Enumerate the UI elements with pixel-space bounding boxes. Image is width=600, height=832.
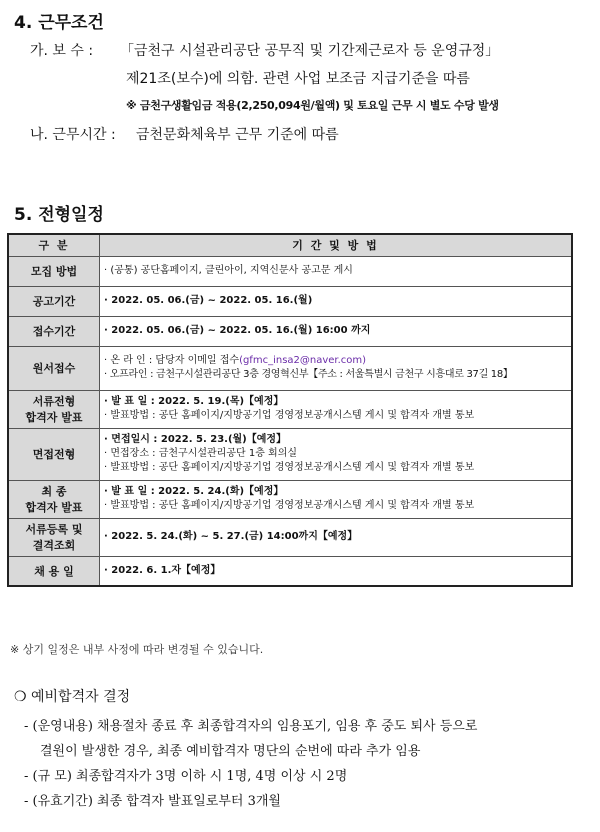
row-category: 서류등록 및 결격조회	[8, 518, 100, 556]
row-line: · 발표방법 : 공단 홈페이지/지방공기업 경영정보공개시스템 게시 및 합격자 개별 통보	[104, 410, 475, 421]
row-line: · 2022. 5. 24.(화) ~ 5. 27.(금) 14:00까지【예정】	[104, 531, 358, 542]
row-line: · 발 표 일 : 2022. 5. 19.(목)【예정】	[104, 396, 284, 407]
table-row	[8, 316, 572, 346]
table-row	[8, 390, 572, 428]
row-line: · 발표방법 : 공단 홈페이지/지방공기업 경영정보공개시스템 게시 및 합격자 개별 통보	[104, 500, 475, 511]
reserve-item1-line1: - (운영내용) 채용절차 종료 후 최종합격자의 임용포기, 임용 후 중도 퇴사 등으로	[24, 719, 478, 734]
row-category: 최 종 합격자 발표	[8, 480, 100, 518]
row-category: 원서접수	[8, 346, 100, 390]
table-row	[8, 286, 572, 316]
row-line: · 오프라인 : 금천구시설관리공단 3층 경영혁신부【주소 : 서울특별시 금천구 시흥대로 37길 18】	[104, 369, 513, 380]
row-category: 공고기간	[8, 286, 100, 316]
hours-text: 금천문화체육부 근무 기준에 따름	[136, 127, 339, 143]
table-row	[8, 556, 572, 586]
table-row	[8, 346, 572, 390]
table-row	[8, 256, 572, 286]
row-category: 모집 방법	[8, 256, 100, 286]
pay-label: 가. 보 수 :	[30, 43, 94, 59]
section5-heading: 5. 전형일정	[14, 205, 104, 225]
reserve-item1-line2: 결원이 발생한 경우, 최종 예비합격자 명단의 순번에 따라 추가 임용	[40, 744, 421, 759]
reserve-heading: ❍ 예비합격자 결정	[14, 689, 131, 705]
table-row	[8, 518, 572, 556]
row-category: 서류전형 합격자 발표	[8, 390, 100, 428]
header-category: 구 분	[8, 234, 100, 256]
schedule-note: ※ 상기 일정은 내부 사정에 따라 변경될 수 있습니다.	[10, 643, 264, 656]
email-address: (gfmc_insa2@naver.com)	[239, 355, 367, 366]
row-line: · 2022. 6. 1.자【예정】	[104, 564, 221, 576]
row-line: · 면접장소 : 금천구시설관리공단 1층 회의실	[104, 448, 298, 459]
pay-line2: 제21조(보수)에 의함. 관련 사업 보조금 지급기준을 따름	[126, 71, 470, 87]
row-line: · 발표방법 : 공단 홈페이지/지방공기업 경영정보공개시스템 게시 및 합격자 개별 통보	[104, 462, 475, 473]
schedule-table	[7, 233, 573, 587]
row-line: · 2022. 05. 06.(금) ~ 2022. 05. 16.(월) 16:00 까지	[104, 325, 371, 336]
row-line: · 2022. 05. 06.(금) ~ 2022. 05. 16.(월)	[104, 295, 313, 306]
table-row	[8, 428, 572, 480]
hours-label: 나. 근무시간 :	[30, 127, 116, 143]
header-method: 기 간 및 방 법	[100, 234, 573, 256]
row-category: 면접전형	[8, 428, 100, 480]
pay-line1: 「금천구 시설관리공단 공무직 및 기간제근로자 등 운영규정」	[120, 43, 500, 59]
row-line: · 온 라 인 : 담당자 이메일 접수	[104, 355, 240, 366]
row-line: · 발 표 일 : 2022. 5. 24.(화)【예정】	[104, 486, 284, 497]
row-line: · (공통) 공단홈페이지, 클린아이, 지역신문사 공고문 게시	[104, 265, 353, 276]
table-row	[8, 480, 572, 518]
row-category: 채 용 일	[8, 556, 100, 586]
row-line: · 면접일시 : 2022. 5. 23.(월)【예정】	[104, 434, 287, 445]
reserve-item2: - (규 모) 최종합격자가 3명 이하 시 1명, 4명 이상 시 2명	[24, 769, 348, 784]
pay-note: ※ 금천구생활임금 적용(2,250,094원/월액) 및 토요일 근무 시 별도 수당 발생	[126, 99, 499, 112]
section4-heading: 4. 근무조건	[14, 13, 104, 33]
row-category: 접수기간	[8, 316, 100, 346]
reserve-item3: - (유효기간) 최종 합격자 발표일로부터 3개월	[24, 794, 281, 809]
